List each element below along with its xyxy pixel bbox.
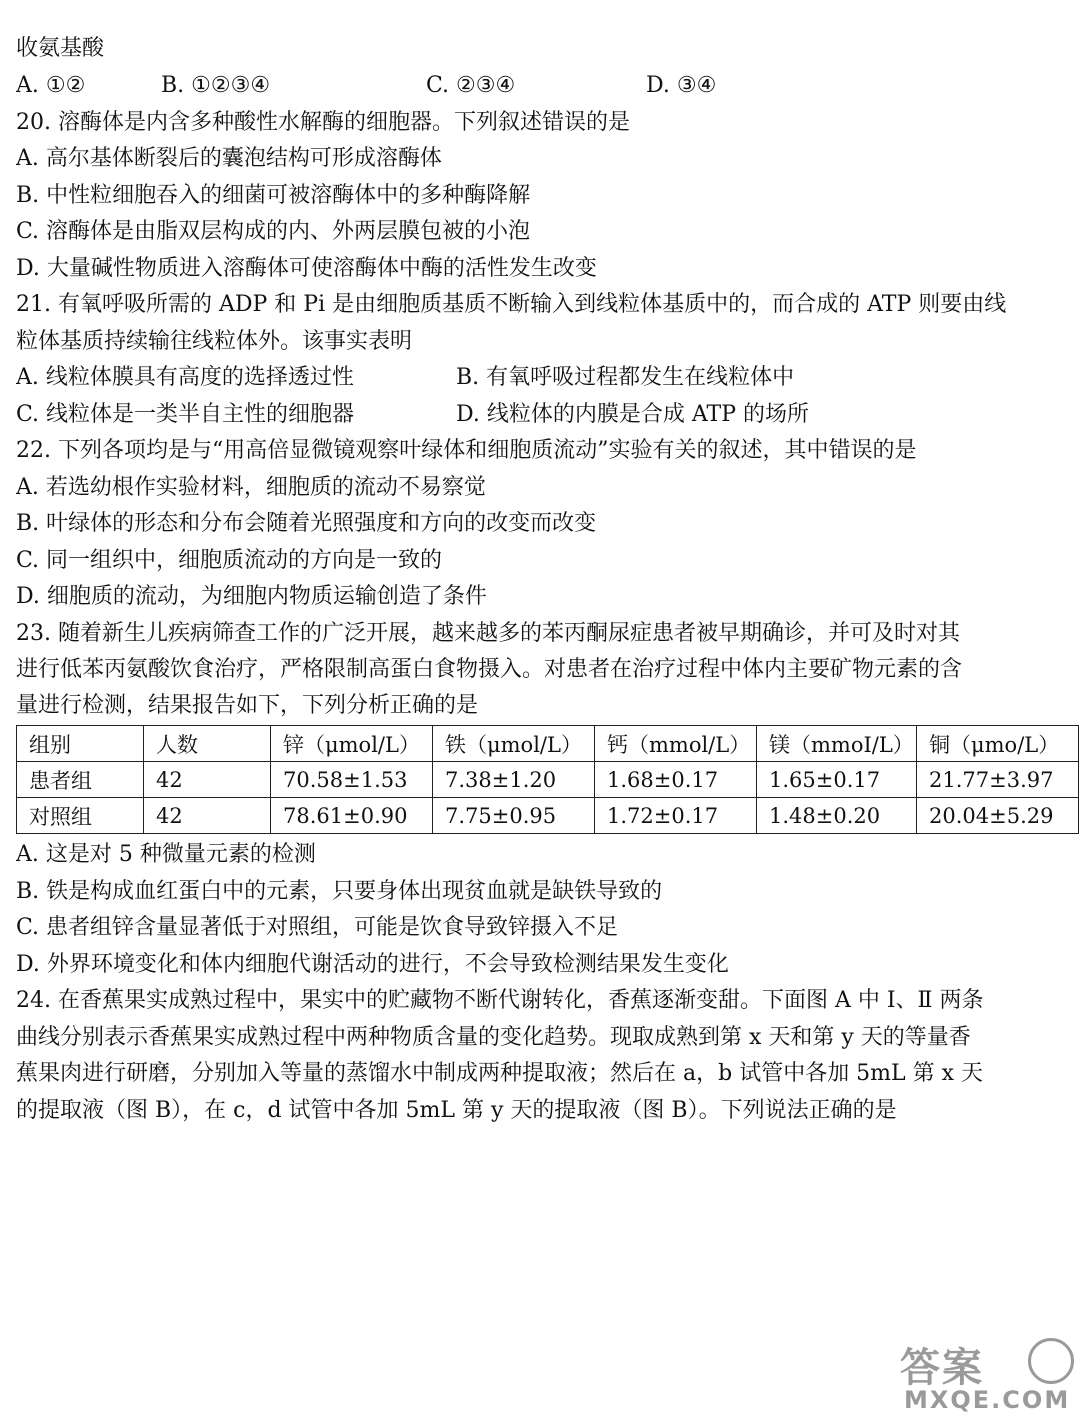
q22-option-b: B. 叶绿体的形态和分布会随着光照强度和方向的改变而改变: [16, 511, 597, 536]
table-cell: 7.75±0.95: [433, 798, 595, 834]
q22-option-c: C. 同一组织中，细胞质流动的方向是一致的: [16, 548, 443, 573]
table-header: 组别: [17, 726, 144, 762]
q20-option-d: D. 大量碱性物质进入溶酶体可使溶酶体中酶的活性发生改变: [16, 256, 597, 281]
q20-option-c: C. 溶酶体是由脂双层构成的内、外两层膜包被的小泡: [16, 219, 531, 244]
q19-option-d: D. ③④: [646, 73, 717, 98]
q22-option-d: D. 细胞质的流动，为细胞内物质运输创造了条件: [16, 584, 487, 609]
table-cell: 78.61±0.90: [271, 798, 433, 834]
q24-stem-line1: 24. 在香蕉果实成熟过程中，果实中的贮藏物不断代谢转化，香蕉逐渐变甜。下面图 A 中 Ⅰ、Ⅱ 两条: [16, 988, 984, 1013]
table-header: 钙（mmol/L）: [595, 726, 757, 762]
q23-stem-line2: 进行低苯丙氨酸饮食治疗，严格限制高蛋白食物摄入。对患者在治疗过程中体内主要矿物元素的含: [16, 657, 963, 682]
mineral-table: [16, 725, 1079, 834]
logo-text: 答案: [900, 1345, 984, 1391]
table-cell: 20.04±5.29: [917, 798, 1079, 834]
table-header-row: [17, 726, 1079, 762]
table-cell: 1.72±0.17: [595, 798, 757, 834]
table-cell: 70.58±1.53: [271, 762, 433, 798]
table-cell: 42: [144, 798, 271, 834]
q21-stem-line2: 粒体基质持续输往线粒体外。该事实表明: [16, 329, 413, 354]
q22-stem: 22. 下列各项均是与“用高倍显微镜观察叶绿体和细胞质流动”实验有关的叙述，其中错误的是: [16, 438, 917, 463]
q21-options-row2: [16, 400, 1066, 430]
q20-option-b: B. 中性粒细胞吞入的细菌可被溶酶体中的多种酶降解: [16, 183, 531, 208]
q23-stem-line1: 23. 随着新生儿疾病筛查工作的广泛开展，越来越多的苯丙酮尿症患者被早期确诊，并可及时对其: [16, 621, 960, 646]
q20-stem: 20. 溶酶体是内含多种酸性水解酶的细胞器。下列叙述错误的是: [16, 110, 630, 135]
q19-option-a: A. ①②: [16, 73, 86, 98]
logo-url: MXQE.COM: [904, 1386, 1071, 1414]
q24-stem-line3: 蕉果肉进行研磨，分别加入等量的蒸馏水中制成两种提取液；然后在 a，b 试管中各加 5mL 第 x 天: [16, 1061, 984, 1086]
table-header: 人数: [144, 726, 271, 762]
table-header: 镁（mmoI/L）: [757, 726, 917, 762]
table-cell: 患者组: [17, 762, 144, 798]
q24-stem-line4: 的提取液（图 B），在 c，d 试管中各加 5mL 第 y 天的提取液（图 B）。下列说法正确的是: [16, 1098, 897, 1123]
table-header: 铜（μmo/L）: [917, 726, 1079, 762]
q21-option-b: B. 有氧呼吸过程都发生在线粒体中: [456, 365, 795, 390]
q23-option-c: C. 患者组锌含量显著低于对照组，可能是饮食导致锌摄入不足: [16, 915, 619, 940]
q23-option-b: B. 铁是构成血红蛋白中的元素，只要身体出现贫血就是缺铁导致的: [16, 879, 663, 904]
table-cell: 21.77±3.97: [917, 762, 1079, 798]
q21-option-a: A. 线粒体膜具有高度的选择透过性: [16, 365, 354, 390]
q24-stem-line2: 曲线分别表示香蕉果实成熟过程中两种物质含量的变化趋势。现取成熟到第 x 天和第 y 天的等量香: [16, 1025, 971, 1050]
q21-stem-line1: 21. 有氧呼吸所需的 ADP 和 Pi 是由细胞质基质不断输入到线粒体基质中的，而合成的 ATP 则要由线: [16, 292, 1007, 317]
q19-option-c: C. ②③④: [426, 73, 516, 98]
q23-option-a: A. 这是对 5 种微量元素的检测: [16, 842, 316, 867]
table-cell: 对照组: [17, 798, 144, 834]
table-row: [17, 762, 1079, 798]
q21-option-c: C. 线粒体是一类半自主性的细胞器: [16, 402, 355, 427]
table-cell: 1.48±0.20: [757, 798, 917, 834]
table-cell: 7.38±1.20: [433, 762, 595, 798]
table-header: 铁（μmol/L）: [433, 726, 595, 762]
q22-option-a: A. 若选幼根作实验材料，细胞质的流动不易察觉: [16, 475, 486, 500]
logo-badge-icon: [1028, 1338, 1074, 1384]
table-cell: 1.65±0.17: [757, 762, 917, 798]
q23-option-d: D. 外界环境变化和体内细胞代谢活动的进行，不会导致检测结果发生变化: [16, 952, 729, 977]
q20-option-a: A. 高尔基体断裂后的囊泡结构可形成溶酶体: [16, 146, 442, 171]
q19-tail: 收氨基酸: [16, 36, 105, 61]
table-cell: 42: [144, 762, 271, 798]
q19-option-b: B. ①②③④: [161, 73, 271, 98]
q19-options: [16, 71, 1066, 101]
table-header: 锌（μmol/L）: [271, 726, 433, 762]
table-row: [17, 798, 1079, 834]
q21-option-d: D. 线粒体的内膜是合成 ATP 的场所: [456, 402, 809, 427]
q21-options-row1: [16, 363, 1066, 393]
table-cell: 1.68±0.17: [595, 762, 757, 798]
q23-stem-line3: 量进行检测，结果报告如下，下列分析正确的是: [16, 693, 479, 718]
site-logo: [900, 1336, 1070, 1414]
